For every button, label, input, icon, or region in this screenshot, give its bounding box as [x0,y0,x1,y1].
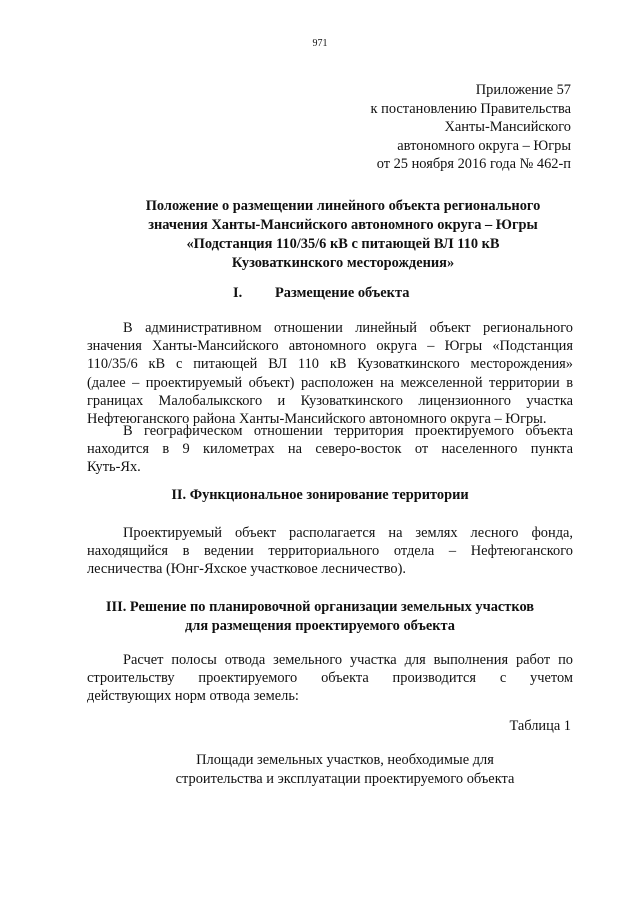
section-3-paragraph [87,651,573,706]
caption-line: Площади земельных участков, необходимые для [196,752,494,768]
paragraph-line: границах Малобалыкского и Кузоваткинского лицензионного участка [87,392,573,409]
paragraph-line: В географическом отношении территория проектируемого объекта [123,423,573,439]
appendix-line: к постановлению Правительства [370,100,571,117]
paragraph-line: Расчет полосы отвода земельного участка для выполнения работ по [123,652,573,668]
page-number: 971 [312,38,328,49]
heading-line: для размещения проектируемого объекта [184,618,455,634]
appendix-line: Ханты-Мансийского [444,119,571,136]
section-2-heading: II. Функциональное зонирование территории [171,487,469,503]
title-line: «Подстанция 110/35/6 кВ с питающей ВЛ 110 кВ [186,236,500,252]
paragraph-line: находящийся в ведении территориального отдела – Нефтеюганского [87,543,573,560]
section-1-paragraph-2 [87,422,573,477]
paragraph-line: лесничества (Юнг-Яхское участковое лесничество). [87,561,406,578]
paragraph-line: В административном отношении линейный объект регионального [123,320,573,336]
caption-line: строительства и эксплуатации проектируемого объекта [175,771,515,787]
appendix-line: Приложение 57 [475,82,571,98]
paragraph-line: Нефтеюганского района Ханты-Мансийского автономного округа – Югры. [87,411,547,428]
heading-line: III. Решение по планировочной организации земельных участков [105,599,535,615]
table-label: Таблица 1 [509,718,571,734]
paragraph-line: (далее – проектируемый объект) расположен на межселенной территории в [87,374,573,391]
section-title: Размещение объекта [275,285,410,301]
section-2-paragraph [87,524,573,579]
title-line: Кузоваткинского месторождения» [231,255,455,271]
paragraph-line: 110/35/6 кВ с питающей ВЛ 110 кВ Кузоваткинского месторождения» [87,356,573,373]
paragraph-line: действующих норм отвода земель: [87,688,299,705]
table-caption [0,751,640,789]
paragraph-line: находится в 9 километрах на северо-восток от населенного пункта [87,441,573,458]
paragraph-line: строительству проектируемого объекта производится с учетом [87,670,573,687]
paragraph-line: Куть-Ях. [87,459,141,476]
title-line: значения Ханты-Мансийского автономного округа – Югры [148,217,538,233]
appendix-line: от 25 ноября 2016 года № 462-п [376,156,571,173]
appendix-note [371,81,571,174]
section-3-heading [0,598,640,636]
section-number: I. [233,285,243,301]
title-line: Положение о размещении линейного объекта регионального [145,198,541,214]
section-1-paragraph-1 [87,319,573,428]
paragraph-line: Проектируемый объект располагается на землях лесного фонда, [123,525,573,541]
paragraph-line: значения Ханты-Мансийского автономного округа – Югры «Подстанция [87,338,573,355]
document-title [118,197,568,273]
appendix-line: автономного округа – Югры [397,137,571,154]
